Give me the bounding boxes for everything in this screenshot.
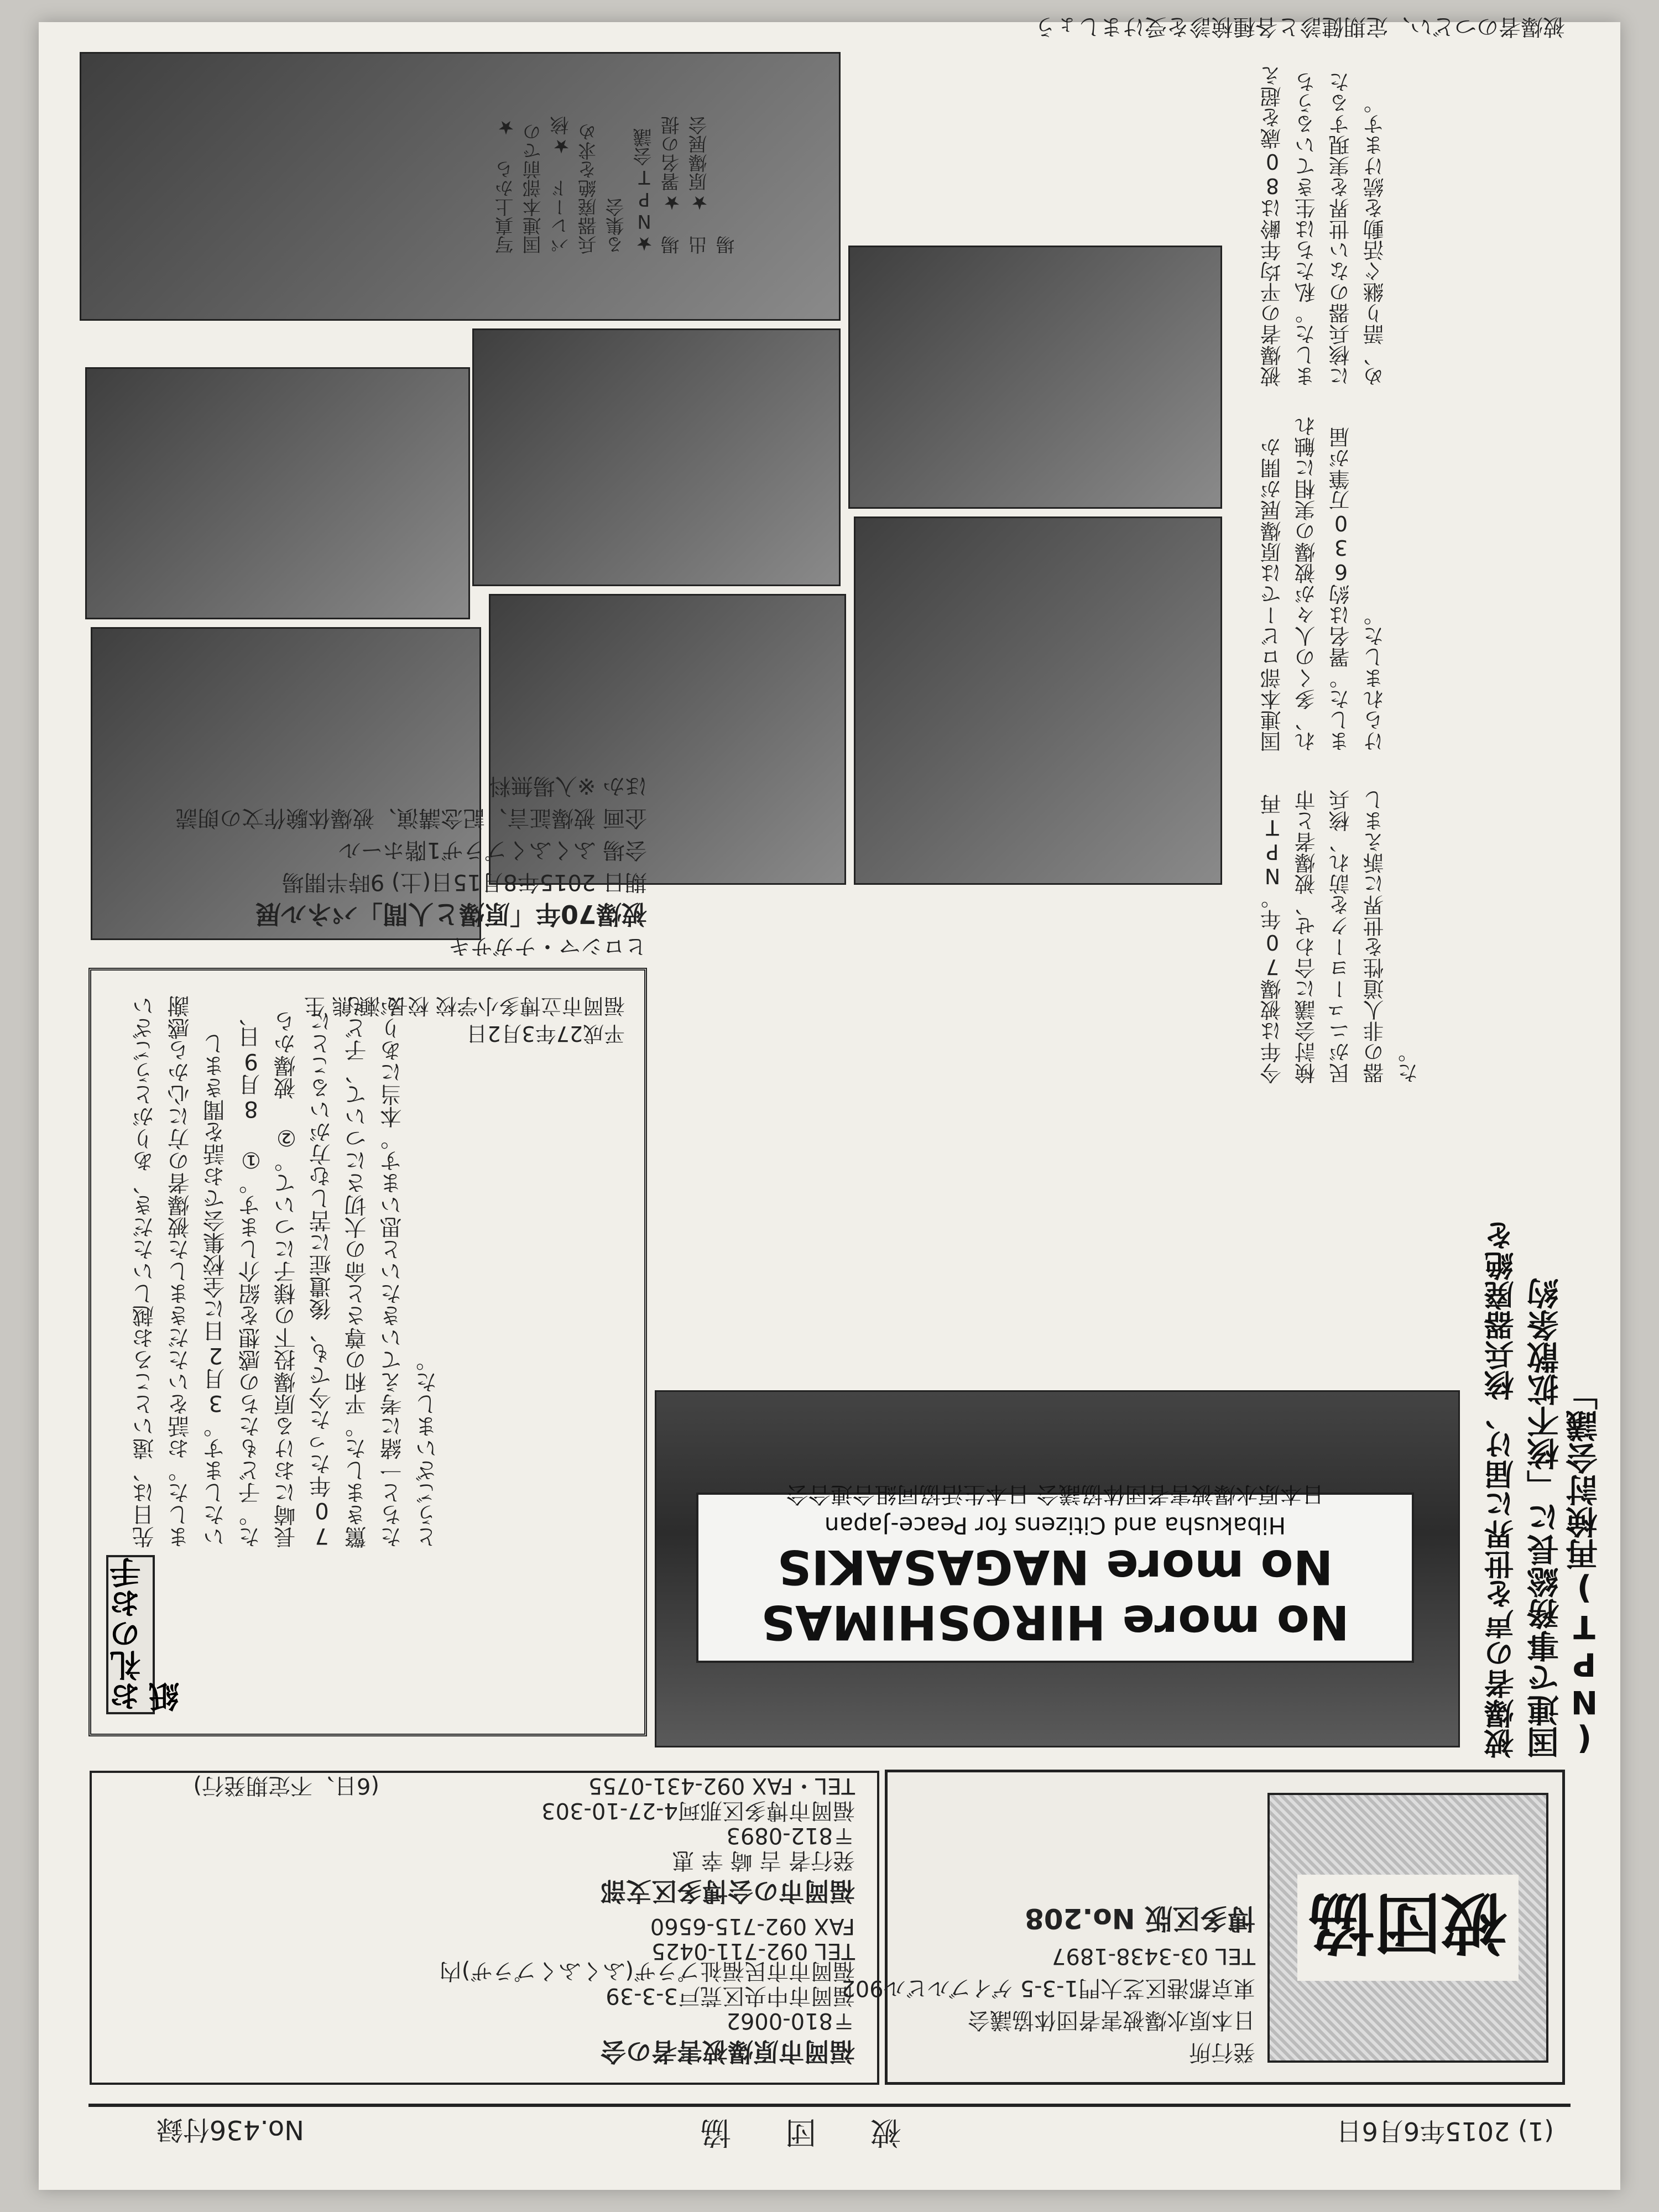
event-line: 期日 2015年8月15日(土) 9時半開場	[281, 869, 647, 895]
column-text: 今年は被爆70年。NPT再検討会議に合わせ、被爆者と市民がニューヨークを訪れ、核兵器の非人道性を世界に訴えました。	[1260, 790, 1422, 1084]
event-line: 会場 ふくふくプラザ1階ホール	[338, 837, 647, 863]
org-line: 福岡市市民福祉プラザ(ふくふくプラザ)内	[439, 1958, 855, 1984]
org-line: 〒812-0893	[726, 1823, 855, 1848]
header-rule	[88, 2104, 1571, 2107]
edition-number: 博多区版 No.208	[1025, 1902, 1255, 1934]
photo-meeting	[848, 246, 1222, 509]
event-line: 被爆70年「原爆と人間」パネル展	[255, 899, 647, 929]
photo-exhibit	[85, 367, 470, 619]
org-line: FAX 092-715-6560	[650, 1913, 855, 1939]
photo-caption: 写真上から ★国連本部前でのパレード ★核兵器廃絶を求める集会 ★NPT会議場 ★署名の提出 ★原爆展会場	[495, 116, 738, 254]
org-line: (6日、不定期発行)	[193, 1773, 379, 1798]
paper-name: 被 団 協	[678, 2114, 901, 2150]
protest-banner	[696, 1481, 1414, 1663]
publisher-line: 日本原水爆被害者団体協議会	[968, 2007, 1255, 2033]
photo-signatures	[472, 328, 841, 586]
banner-line4: 日本原水爆被害者団体協議会 日本生活協同組合連合会	[786, 1481, 1324, 1507]
org-line: 発行者 吉 崎 幸 恵	[672, 1848, 855, 1873]
org-line: TEL 092-711-0425	[651, 1938, 855, 1964]
headline-sub: 被爆者の声を世界に届け、核兵器廃絶を	[1484, 1221, 1519, 1759]
organization-block	[90, 1771, 879, 2085]
event-line: ほか ※入場無料	[488, 773, 647, 799]
newspaper-sheet	[39, 14, 1620, 2190]
org-line: 福岡市の会博多区支部	[601, 1876, 855, 1906]
letter-body: 先日は、遠いところお越しいただき、ありがとうございました。お話をいただきました被爆者の方に心から感謝いたします。3月2日に全校集会でお話を聞きました。子どもたちの感想を紹介します。① 8月9日、長崎における原爆投下の様子について。② 被爆から70年たった今でも、後遺症に苦しむ方がいることに驚きました。平和の尊さと命の大切さについて、子どもたちと一緒に考えていきたいと思います。本当にありがとうございました。	[132, 995, 441, 1548]
photo-speaker	[854, 517, 1222, 885]
letter-title: お礼のお手紙	[106, 1555, 155, 1714]
masthead-title: 被団協	[1297, 1875, 1519, 1981]
org-line: 福岡市中央区荒戸3-3-39	[606, 1983, 855, 2008]
banner-line2: No more NAGASAKIS	[777, 1539, 1333, 1594]
issue-supplement: No.436付録	[156, 2114, 304, 2145]
org-line: TEL・FAX 092-431-0755	[588, 1773, 855, 1798]
column-text: 国連本部ロビーでは原爆展が開かれ、多くの人々が被爆の実相に触れました。署名は約630万筆が届けられました。	[1260, 416, 1387, 752]
banner-line3: Hibakusha and Citizens for Peace-Japan	[824, 1512, 1286, 1539]
org-line: 〒810-0062	[726, 2008, 855, 2033]
banner-photo	[655, 1390, 1460, 1747]
column-text: 被爆者の平均年齢は80歳を超えました。私たちは生きているうちに核兵器のない世界を実現するため、語り継ぐ活動を続けます。	[1260, 65, 1387, 387]
banner-line1: No more HIROSHIMAS	[761, 1594, 1349, 1650]
letter-signature: 福岡市立博多小学校 校長 瀬 熊 生	[304, 994, 625, 1018]
event-line: ヒロシマ・ナガサキ	[448, 933, 647, 959]
issue-date: (1) 2015年6月6日	[1336, 2116, 1554, 2146]
org-line: 福岡市原爆被害者の会	[601, 2037, 855, 2067]
publisher-label: 発行所	[1189, 2039, 1255, 2065]
org-line: 福岡市博多区那珂4-27-10-303	[541, 1798, 855, 1823]
publisher-line: 東京都港区芝大門1-3-5 ゲイブルビル902	[841, 1975, 1255, 2001]
headline-main: 国連で事務総長に「核不拡散条約(NPT)再検討会議」	[1527, 1277, 1603, 1759]
letter-date: 平成27年3月2日	[466, 1021, 625, 1046]
publisher-line: TEL 03-3438-1897	[1051, 1943, 1255, 1969]
footer-note: 被爆者のつどい、定期健診と各種検診を受けましょう	[1034, 14, 1565, 39]
event-notice	[116, 770, 647, 962]
publisher-block	[841, 1902, 1255, 2068]
event-line: 企画 被爆証言、記念講演、被爆体験作文の朗読	[175, 805, 647, 831]
masthead-title-box	[1267, 1793, 1548, 2063]
